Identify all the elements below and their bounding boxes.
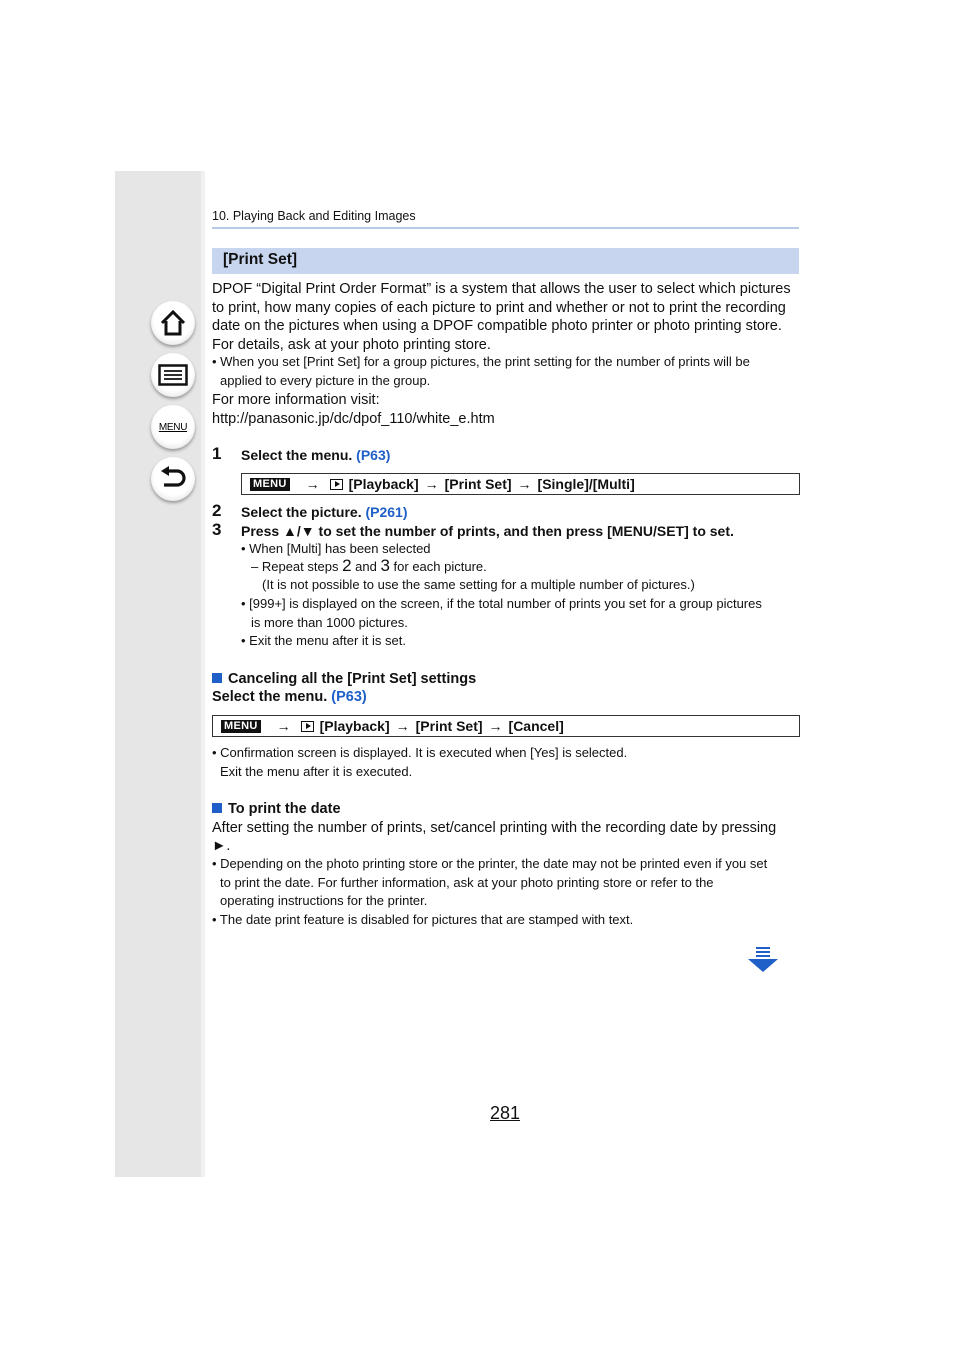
chapter-rule [212, 227, 799, 229]
cancel-select-text: Select the menu. [212, 689, 332, 705]
section-bar [212, 248, 799, 274]
square-bullet-icon [212, 673, 222, 683]
arrow: → [488, 718, 503, 734]
cancel-heading [212, 670, 476, 689]
menu-path-1 [241, 473, 800, 495]
date-note-2: • The date print feature is disabled for pictures that are stamped with text. [212, 912, 634, 927]
arrow: → [305, 476, 320, 492]
contents-button[interactable] [151, 353, 195, 397]
step-3-note-paren: (It is not possible to use the same setting for a multiple number of pictures.) [262, 577, 695, 592]
repeat-post: for each picture. [389, 559, 487, 574]
date-heading [212, 800, 341, 819]
intro-line-1: DPOF “Digital Print Order Format” is a system that allows the user to select which pictures [212, 281, 791, 297]
note-group-2: applied to every picture in the group. [220, 373, 431, 388]
menu-item-single-multi: [Single]/[Multi] [537, 476, 635, 492]
square-bullet-icon [212, 803, 222, 813]
menu-button[interactable] [151, 405, 195, 449]
step-2-label: Select the picture. [241, 504, 366, 520]
step-3-note-999-1: • [999+] is displayed on the screen, if the total number of prints you set for a group pictures [241, 596, 762, 611]
down-arrow-icon [746, 946, 780, 974]
menu-badge: MENU [221, 720, 261, 733]
step-2-link[interactable]: (P261) [365, 504, 408, 520]
step-1-text [241, 447, 390, 463]
intro-line-2: to print, how many copies of each picture to print and whether or not to print the recording [212, 300, 786, 316]
step-1-number: 1 [212, 444, 222, 463]
step-3-note-999-2: is more than 1000 pictures. [251, 615, 408, 630]
date-note-1a: • Depending on the photo printing store or the printer, the date may not be printed even if you set [212, 856, 768, 871]
step-2-text [241, 504, 408, 520]
step-3-text: Press ▲/▼ to set the number of prints, and then press [MENU/SET] to set. [241, 523, 734, 539]
arrow: → [424, 476, 439, 492]
date-note-1c: operating instructions for the printer. [220, 893, 428, 908]
step-3-number: 3 [212, 520, 222, 539]
cancel-heading-text: Canceling all the [Print Set] settings [228, 671, 477, 687]
step-1-link[interactable]: (P63) [356, 447, 391, 463]
menu-path-cancel [212, 715, 800, 737]
step-ref-2: 2 [342, 556, 352, 575]
step-3-note-multi: • When [Multi] has been selected [241, 541, 431, 556]
sidebar-edge [201, 171, 205, 1177]
date-body-2: ►. [212, 838, 231, 854]
menu-badge: MENU [250, 478, 290, 491]
more-info-url[interactable]: http://panasonic.jp/dc/dpof_110/white_e.htm [212, 411, 495, 427]
menu-item-print-set: [Print Set] [415, 718, 483, 734]
section-title: [Print Set] [223, 251, 298, 268]
cancel-note-1: • Confirmation screen is displayed. It is executed when [Yes] is selected. [212, 745, 628, 760]
step-3-note-repeat [251, 557, 487, 577]
page-number: 281 [490, 1103, 521, 1123]
date-body-1: After setting the number of prints, set/cancel printing with the recording date by pressing [212, 820, 777, 836]
menu-item-playback: [Playback] [348, 476, 419, 492]
playback-icon [330, 479, 343, 490]
cancel-link[interactable]: (P63) [331, 689, 367, 705]
step-3-note-exit: • Exit the menu after it is set. [241, 633, 406, 648]
menu-item-cancel: [Cancel] [508, 718, 564, 734]
step-1-label: Select the menu. [241, 447, 357, 463]
step-ref-3: 3 [380, 556, 390, 575]
menu-icon: MENU [158, 421, 188, 433]
repeat-mid: and [351, 559, 381, 574]
back-button[interactable] [151, 457, 195, 501]
arrow: → [276, 718, 291, 734]
chapter-title: 10. Playing Back and Editing Images [212, 209, 416, 223]
repeat-pre: – Repeat steps [251, 559, 343, 574]
cancel-note-2: Exit the menu after it is executed. [220, 764, 413, 779]
cancel-select [212, 688, 367, 707]
arrow: → [395, 718, 410, 734]
menu-item-playback: [Playback] [319, 718, 390, 734]
step-2-number: 2 [212, 501, 222, 520]
more-info-label: For more information visit: [212, 392, 380, 408]
note-group-1: • When you set [Print Set] for a group pictures, the print setting for the number of prints will be [212, 354, 750, 369]
menu-item-print-set: [Print Set] [444, 476, 512, 492]
intro-line-3: date on the pictures when using a DPOF compatible photo printer or photo printing store. [212, 318, 782, 334]
next-page-button[interactable] [746, 946, 780, 979]
home-button[interactable] [151, 301, 195, 345]
list-icon [158, 364, 188, 386]
date-heading-text: To print the date [228, 801, 341, 817]
playback-icon [301, 721, 314, 732]
arrow: → [517, 476, 532, 492]
intro-line-4: For details, ask at your photo printing store. [212, 337, 491, 353]
date-note-1b: to print the date. For further information, ask at your photo printing store or refer to the [220, 875, 714, 890]
back-arrow-icon [158, 465, 188, 493]
home-icon [159, 309, 187, 337]
